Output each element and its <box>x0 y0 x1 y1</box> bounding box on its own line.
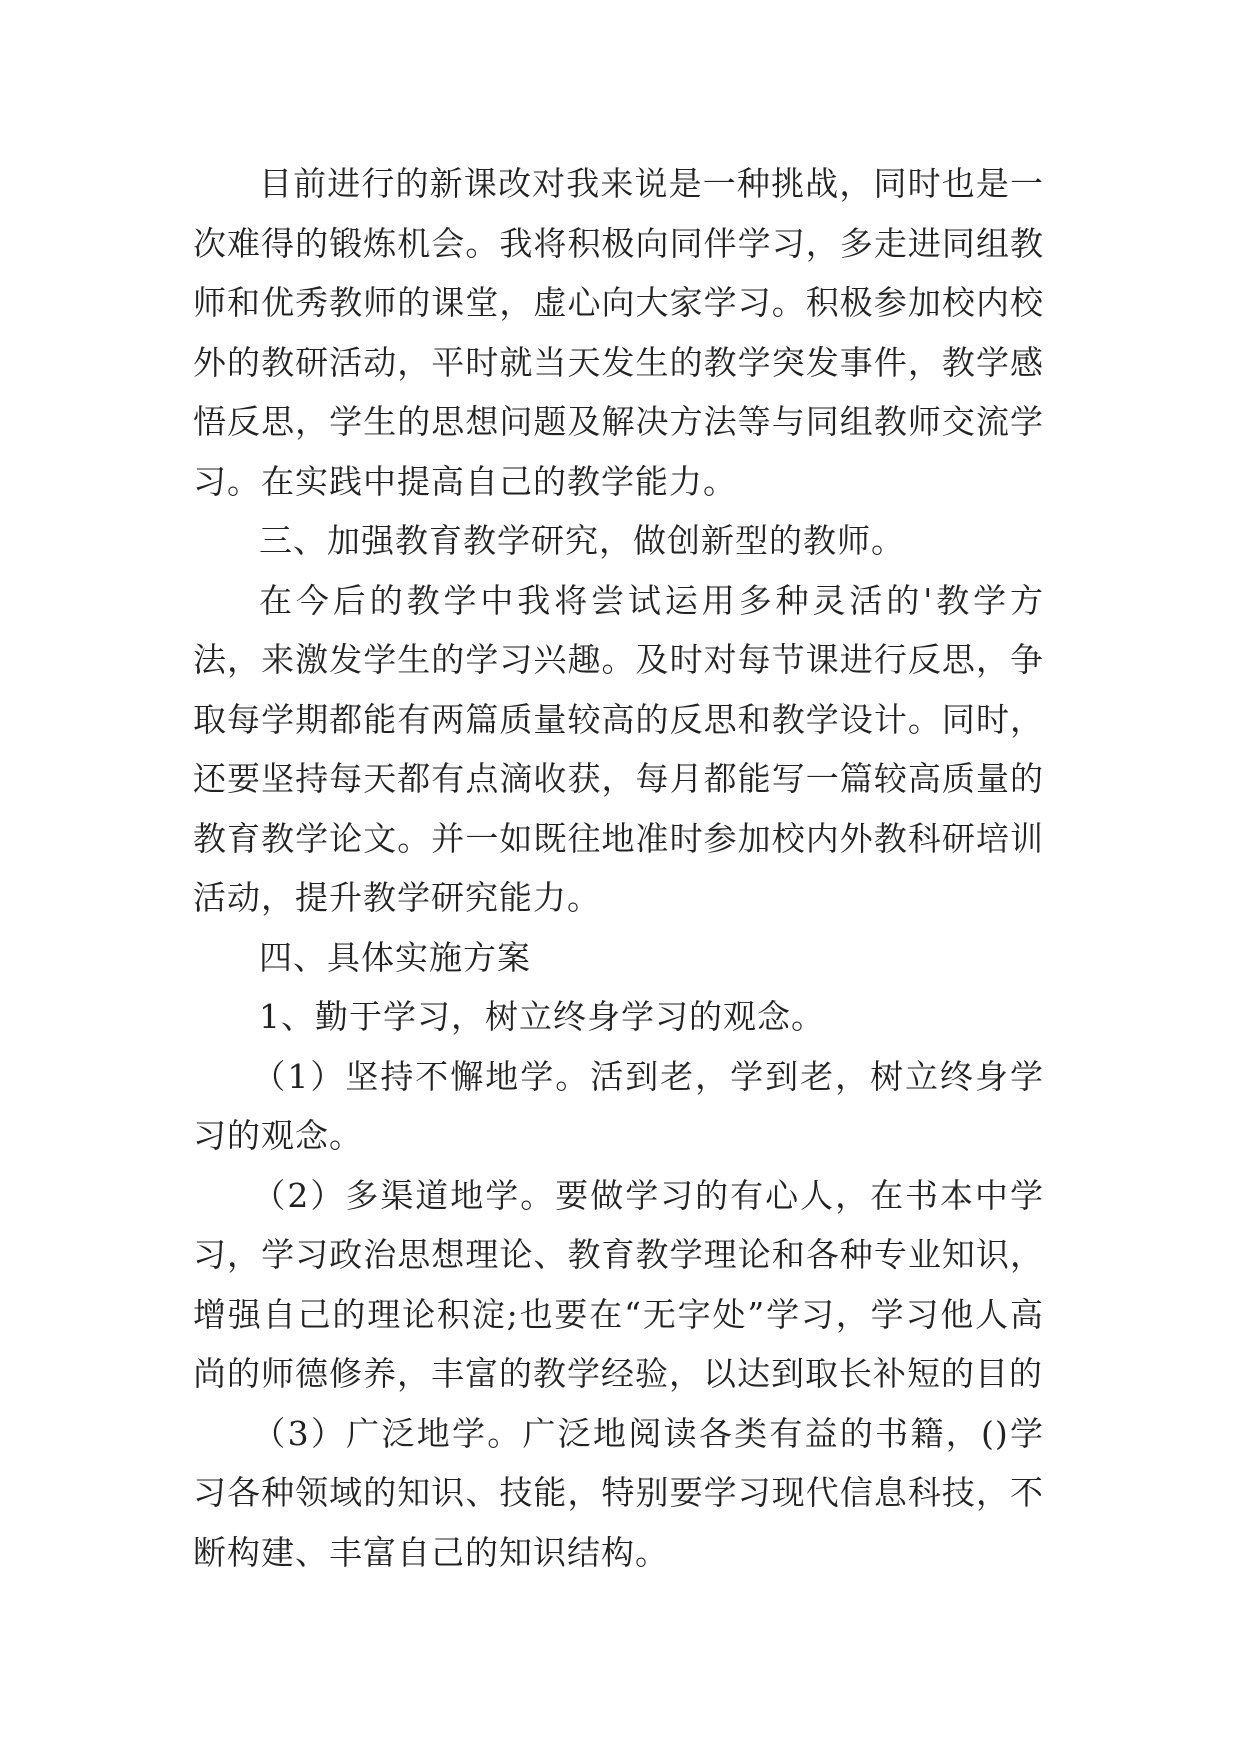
document-page <box>193 154 1044 1582</box>
heading-item-one: 1、勤于学习，树立终身学习的观念。 <box>259 997 825 1036</box>
subitem-3-broad-learning: （3）广泛地学。广泛地阅读各类有益的书籍，()学习各种领域的知识、技能，特别要学习现代信息科技，不断构建、丰富自己的知识结构。 <box>193 1413 1044 1572</box>
paragraph-teaching-methods: 在今后的教学中我将尝试运用多种灵活的'教学方法，来激发学生的学习兴趣。及时对每节课进行反思，争取每学期都能有两篇质量较高的反思和教学设计。同时，还要坚持每天都有点滴收获，每月都能写一篇较高质量的教育教学论文。并一如既往地准时参加校内外教科研培训活动，提升教学研究能力。 <box>193 580 1044 917</box>
subitem-2-multichannel-learning: （2）多渠道地学。要做学习的有心人，在书本中学习，学习政治思想理论、教育教学理论和各种专业知识，增强自己的理论积淀;也要在“无字处”学习，学习他人高尚的师德修养，丰富的教学经验，以达到取长补短的目的 <box>193 1175 1044 1393</box>
paragraph-new-curriculum-challenge: 目前进行的新课改对我来说是一种挑战，同时也是一次难得的锻炼机会。我将积极向同伴学习，多走进同组教师和优秀教师的课堂，虚心向大家学习。积极参加校内校外的教研活动，平时就当天发生的教学突发事件，教学感悟反思，学生的思想问题及解决方法等与同组教师交流学习。在实践中提高自己的教学能力。 <box>193 164 1044 501</box>
heading-section-four: 四、具体实施方案 <box>259 937 531 977</box>
subitem-1-persistent-learning: （1）坚持不懈地学。活到老，学到老，树立终身学习的观念。 <box>193 1056 1044 1155</box>
heading-section-three: 三、加强教育教学研究，做创新型的教师。 <box>259 521 905 560</box>
